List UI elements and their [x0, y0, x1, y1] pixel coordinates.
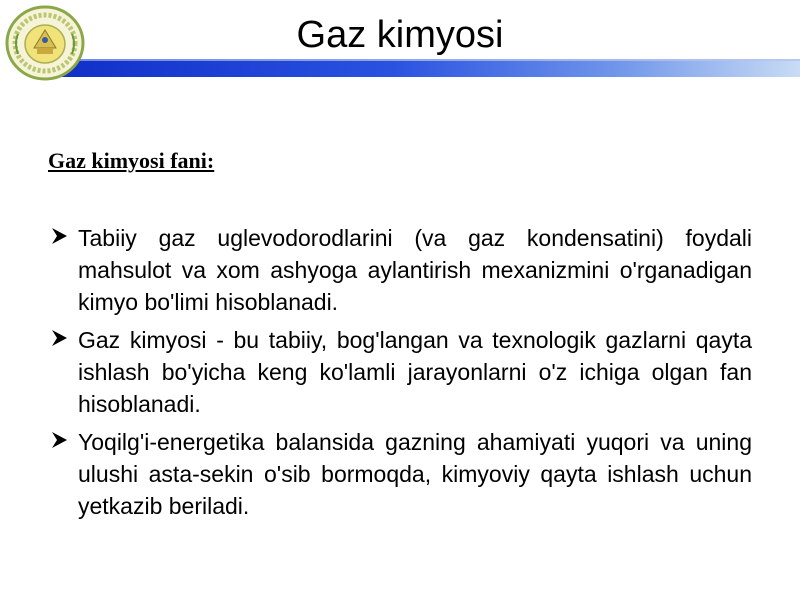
slide-title: Gaz kimyosi [296, 14, 504, 56]
arrowhead-bullet-icon [48, 324, 78, 354]
header-gradient-bar [60, 61, 800, 77]
list-item [48, 324, 752, 420]
arrowhead-bullet-icon [48, 426, 78, 456]
arrowhead-bullet-icon [48, 222, 78, 252]
list-item [48, 222, 752, 318]
bullet-list [48, 222, 752, 528]
bullet-text: Gaz kimyosi - bu tabiiy, bog'langan va texnologik gazlarni qayta ishlash bo'yicha keng ko'lamli jarayonlarni o'z ichiga olgan fan hisoblanadi. [78, 327, 752, 417]
section-subheading: Gaz kimyosi fani: [48, 148, 215, 173]
bullet-text: Tabiiy gaz uglevodorodlarini (va gaz kondensatini) foydali mahsulot va xom ashyoga aylantirish mexanizmini o'rganadigan kimyo bo'limi hisoblanadi. [78, 225, 752, 315]
bullet-text: Yoqilg'i-energetika balansida gazning ahamiyati yuqori va uning ulushi asta-sekin o'sib bormoqda, kimyoviy qayta ishlash uchun yetkazib beriladi. [78, 429, 752, 519]
list-item [48, 426, 752, 522]
